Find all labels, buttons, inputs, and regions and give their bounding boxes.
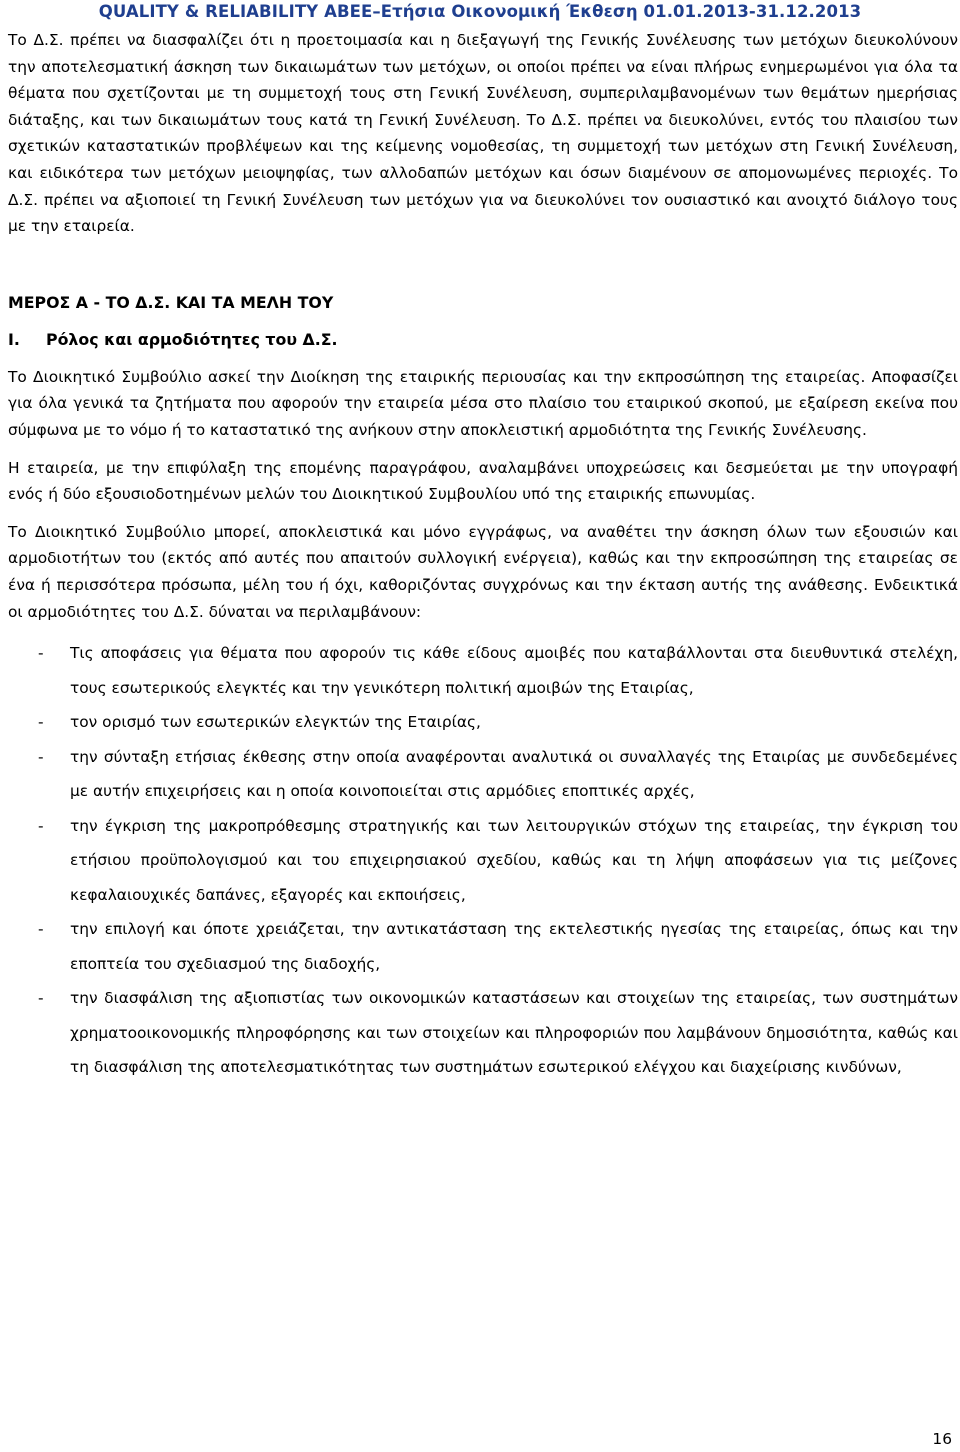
page-header [0, 0, 960, 24]
section-title: ΜΕΡΟΣ Α - ΤΟ Δ.Σ. ΚΑΙ ΤΑ ΜΕΛΗ ΤΟΥ [8, 292, 334, 312]
bullet-marker: - [38, 816, 44, 835]
list-item [8, 912, 958, 981]
paragraph: Το Διοικητικό Συμβούλιο μπορεί, αποκλειστικά και μόνο εγγράφως, να αναθέτει την άσκηση όλων των εξουσιών και αρμοδιοτήτων του (εκτός από αυτές που απαιτούν συλλογική ενέργεια), καθώς και την εκπροσώπηση της εταιρείας σε ένα ή περισσότερα πρόσωπα, μέλη του ή όχι, καθοριζόντας συγχρόνως και την έκταση αυτής της ανάθεσης. Ενδεικτικά οι αρμοδιότητες του Δ.Σ. δύναται να περιλαμβάνουν: [8, 522, 958, 621]
subsection-heading [8, 327, 958, 353]
spacer [8, 508, 958, 519]
bullet-marker: - [38, 920, 44, 939]
list-item-text: την διασφάλιση της αξιοπιστίας των οικονομικών καταστάσεων και στοιχείων της εταιρείας, των συστημάτων χρηματοοικονομικής πληροφόρησης και των στοιχείων και πληροφοριών που λαμβάνουν δημοσιότητα, καθώς και τη διασφάλιση της αποτελεσματικότητας των συστημάτων εσωτερικού ελέγχου και διαχείρισης κινδύνων, [70, 989, 958, 1077]
list-item [8, 981, 958, 1085]
subsection-number: Ι. [8, 329, 20, 349]
subsection-title: Ρόλος και αρμοδιότητες του Δ.Σ. [46, 329, 338, 349]
spacer [8, 316, 958, 327]
paragraph: Το Διοικητικό Συμβούλιο ασκεί την Διοίκηση της εταιρικής περιουσίας και την εκπροσώπηση της εταιρείας. Αποφασίζει για όλα γενικά τα ζητήματα που αφορούν την εταιρεία μέσα στο πλαίσιο του εταιρικού σκοπού, με εξαίρεση εκείνα που σύμφωνα με το νόμο ή το καταστατικό της ανήκουν στην αποκλειστική αρμοδιότητα της Γενικής Συνέλευσης. [8, 367, 958, 439]
list-item-text: την σύνταξη ετήσιας έκθεσης στην οποία αναφέρονται αναλυτικά οι συναλλαγές της Εταιρίας με συνδεδεμένες με αυτήν επιχειρήσεις και η οποία κοινοποιείται στις αρμόδιες εποπτικές αρχές, [70, 747, 958, 801]
list-item [8, 705, 958, 740]
intro-paragraph: Το Δ.Σ. πρέπει να διασφαλίζει ότι η προετοιμασία και η διεξαγωγή της Γενικής Συνέλευσης των μετόχων διευκολύνουν την αποτελεσματική άσκηση των δικαιωμάτων των μετόχων, οι οποίοι πρέπει να είναι πλήρως ενημερωμένοι για όλα τα θέματα που σχετίζονται με τη συμμετοχή τους στη Γενική Συνέλευση, συμπεριλαμβανομένων των θεμάτων ημερήσιας διάταξης, και των δικαιωμάτων τους κατά τη Γενική Συνέλευση. Το Δ.Σ. πρέπει να διευκολύνει, εντός του πλαισίου των σχετικών καταστατικών προβλέψεων και της κείμενης νομοθεσίας, τη συμμετοχή των μετόχων στη Γενική Συνέλευση, και ειδικότερα των μετόχων μειοψηφίας, των αλλοδαπών μετόχων και όσων διαμένουν σε απομονωμένες περιοχές. Το Δ.Σ. πρέπει να αξιοποιεί τη Γενική Συνέλευση των μετόχων για να διευκολύνει τον ουσιαστικό και ανοιχτό διάλογο τους με την εταιρεία. [8, 31, 958, 236]
spacer [8, 353, 958, 364]
paragraph: Η εταιρεία, με την επιφύλαξη της επομένης παραγράφου, αναλαμβάνει υποχρεώσεις και δεσμεύεται με την υπογραφή ενός ή δύο εξουσιοδοτημένων μελών του Διοικητικού Συμβουλίου υπό της εταιρικής επωνυμίας. [8, 458, 958, 504]
spacer [8, 240, 958, 290]
list-item [8, 740, 958, 809]
bullet-marker: - [38, 989, 44, 1008]
list-item-text: την επιλογή και όποτε χρειάζεται, την αντικατάσταση της εκτελεστικής ηγεσίας της εταιρείας, όπως και την εποπτεία του σχεδιασμού της διαδοχής, [70, 920, 958, 973]
header-title: QUALITY & RELIABILITY ΑΒΕΕ–Ετήσια Οικονομική Έκθεση 01.01.2013-31.12.2013 [98, 2, 862, 21]
list-item-text: την έγκριση της μακροπρόθεσμης στρατηγικής και των λειτουργικών στόχων της εταιρείας, την έγκριση του ετήσιου προϋπολογισμού και του επιχειρησιακού σχεδίου, καθώς και τη λήψη αποφάσεων για τις μείζονες κεφαλαιουχικές δαπάνες, εξαγορές και εκποιήσεις, [70, 816, 958, 904]
list-item-text: τον ορισμό των εσωτερικών ελεγκτών της Εταιρίας, [70, 713, 481, 732]
bullet-marker: - [38, 644, 44, 663]
list-item [8, 636, 958, 705]
document-body [8, 27, 958, 1085]
list-item [8, 809, 958, 913]
list-item-text: Τις αποφάσεις για θέματα που αφορούν τις κάθε είδους αμοιβές που καταβάλλονται στα διευθυντικά στελέχη, τους εσωτερικούς ελεγκτές και την γενικότερη πολιτική αμοιβών της Εταιρίας, [70, 644, 958, 697]
bullet-list [8, 636, 958, 1085]
page-number: 16 [932, 1430, 952, 1448]
bullet-marker: - [38, 713, 44, 732]
spacer [8, 444, 958, 455]
bullet-marker: - [38, 747, 44, 766]
